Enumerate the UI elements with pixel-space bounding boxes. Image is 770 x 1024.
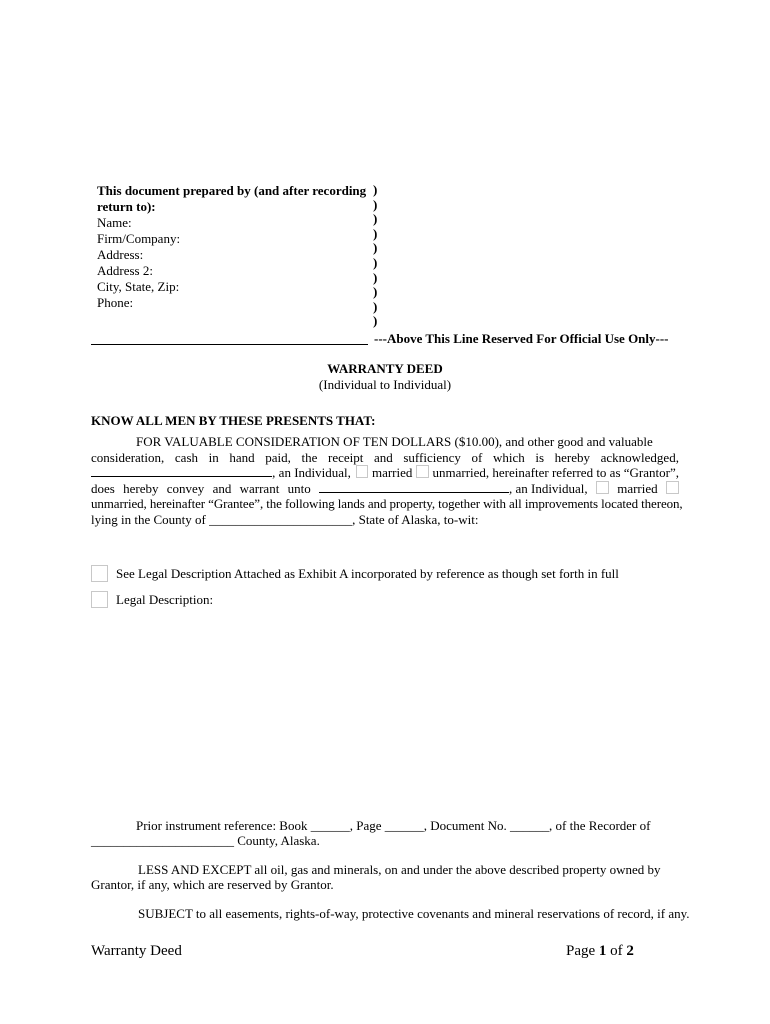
grantor-married-checkbox[interactable] bbox=[356, 465, 368, 478]
word: unto bbox=[287, 480, 311, 496]
exhibit-option bbox=[91, 565, 619, 582]
word: and bbox=[373, 449, 393, 465]
field-address2-label: Address 2: bbox=[97, 263, 153, 278]
document-title: WARRANTY DEED bbox=[327, 361, 443, 376]
word: in bbox=[208, 449, 219, 465]
paren: ) bbox=[373, 240, 378, 256]
word: hereby bbox=[554, 449, 591, 465]
para-line-5-text: unmarried, hereinafter “Grantee”, the following lands and property, together with all improvements located thereon, bbox=[91, 496, 683, 511]
para-line-2 bbox=[91, 450, 679, 466]
prepared-by-block bbox=[97, 183, 372, 311]
word: the bbox=[301, 449, 318, 465]
paren: ) bbox=[373, 269, 378, 285]
word: which bbox=[492, 449, 525, 465]
grantee-married-checkbox[interactable] bbox=[596, 481, 609, 494]
grantor-unmarried-label: unmarried, hereinafter referred to as “Grantor”, bbox=[432, 465, 679, 480]
para-line-5 bbox=[91, 496, 683, 512]
footer-page-number bbox=[566, 943, 634, 960]
grantor-name-blank[interactable] bbox=[91, 465, 272, 477]
para-line-4 bbox=[91, 481, 679, 497]
para-line-1-text: FOR VALUABLE CONSIDERATION OF TEN DOLLARS ($10.00), and other good and valuable bbox=[136, 434, 653, 449]
recording-divider-line bbox=[91, 344, 368, 345]
reserved-official-use-text: ---Above This Line Reserved For Official Use Only--- bbox=[374, 331, 669, 346]
subject-clause bbox=[91, 906, 690, 921]
know-all-men-heading: KNOW ALL MEN BY THESE PRESENTS THAT: bbox=[91, 413, 376, 428]
grantee-unmarried-checkbox[interactable] bbox=[666, 481, 679, 494]
exhibit-checkbox[interactable] bbox=[91, 565, 108, 582]
grantor-unmarried-checkbox[interactable] bbox=[416, 465, 428, 478]
subject-line: SUBJECT to all easements, rights-of-way, protective covenants and mineral reservations of record, if any. bbox=[138, 906, 690, 921]
grantee-name-group bbox=[319, 481, 588, 497]
field-address-label: Address: bbox=[97, 247, 144, 262]
para-line-1 bbox=[91, 434, 679, 450]
less-and-except-clause bbox=[91, 862, 679, 892]
field-name-label: Name: bbox=[97, 215, 132, 230]
word: receipt bbox=[328, 449, 364, 465]
paren: ) bbox=[373, 284, 378, 300]
word: paid, bbox=[265, 449, 291, 465]
document-subtitle: (Individual to Individual) bbox=[318, 377, 452, 392]
conveyance-paragraph bbox=[91, 434, 683, 527]
para-line-3 bbox=[91, 465, 679, 481]
field-phone-label: Phone: bbox=[97, 295, 134, 310]
paren: ) bbox=[373, 211, 378, 227]
less-except-line-2: Grantor, if any, which are reserved by Grantor. bbox=[91, 877, 334, 892]
total-pages: 2 bbox=[626, 943, 634, 959]
legal-description-checkbox[interactable] bbox=[91, 591, 108, 608]
word: hereby bbox=[123, 480, 159, 496]
word: consideration, bbox=[91, 449, 165, 465]
county-prefix: lying in the County of bbox=[91, 511, 210, 527]
current-page: 1 bbox=[598, 943, 607, 959]
grantor-married-label: married bbox=[371, 465, 413, 480]
legal-description-option bbox=[91, 591, 213, 608]
county-suffix: , State of Alaska, to-wit: bbox=[352, 511, 479, 527]
word: convey bbox=[166, 480, 205, 496]
grantee-name-blank[interactable] bbox=[319, 481, 509, 493]
word: of bbox=[471, 449, 483, 465]
county-blank[interactable]: ______________________ bbox=[209, 511, 353, 527]
word: cash bbox=[174, 449, 199, 465]
paren: ) bbox=[373, 254, 378, 270]
prior-line-1: Prior instrument reference: Book ______, Page ______, Document No. ______, of the Recorder of bbox=[136, 818, 651, 833]
legal-description-label: Legal Description: bbox=[116, 591, 214, 607]
page-of: of bbox=[606, 943, 627, 959]
field-firm-label: Firm/Company: bbox=[97, 231, 181, 246]
word: and bbox=[212, 480, 232, 496]
paren: ) bbox=[373, 225, 378, 241]
footer-document-name: Warranty Deed bbox=[91, 943, 182, 959]
paren: ) bbox=[373, 298, 378, 314]
word: acknowledged, bbox=[600, 449, 679, 465]
paren-column bbox=[373, 183, 385, 329]
grantee-individual-text: , an Individual, bbox=[508, 480, 588, 496]
exhibit-label: See Legal Description Attached as Exhibit A incorporated by reference as though set forth in full bbox=[116, 565, 619, 581]
grantee-married-label: married bbox=[617, 480, 658, 496]
less-except-line-1: LESS AND EXCEPT all oil, gas and minerals, on and under the above described property owned by bbox=[138, 862, 661, 877]
field-city-label: City, State, Zip: bbox=[97, 279, 180, 294]
prior-instrument-reference bbox=[91, 818, 679, 848]
word: is bbox=[535, 449, 545, 465]
paren: ) bbox=[373, 313, 378, 329]
word: warrant bbox=[239, 480, 280, 496]
word: sufficiency bbox=[403, 449, 461, 465]
grantor-individual-text: , an Individual, bbox=[272, 465, 351, 480]
prepared-heading: This document prepared by (and after recording bbox=[97, 183, 367, 198]
word: does bbox=[91, 480, 115, 496]
prepared-heading-cont: return to): bbox=[97, 199, 156, 214]
page-label: Page bbox=[566, 943, 599, 959]
word: hand bbox=[229, 449, 255, 465]
paren: ) bbox=[373, 182, 378, 197]
paren: ) bbox=[373, 196, 378, 212]
para-line-6 bbox=[91, 512, 679, 528]
prior-line-2: ______________________ County, Alaska. bbox=[91, 833, 320, 848]
